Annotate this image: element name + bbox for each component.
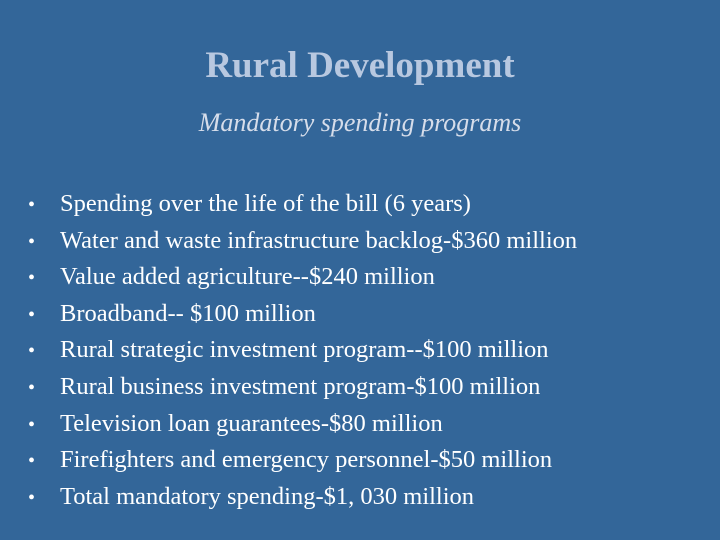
- bullet-item: [28, 336, 708, 373]
- bullet-icon: •: [28, 230, 36, 253]
- bullet-text: Television loan guarantees-$80 million: [60, 409, 443, 437]
- bullet-icon: •: [28, 340, 36, 363]
- bullet-icon: •: [28, 376, 36, 399]
- slide-title: Rural Development: [205, 45, 515, 86]
- bullet-list: [28, 190, 708, 519]
- bullet-icon: •: [28, 486, 36, 509]
- bullet-item: [28, 300, 708, 337]
- bullet-text: Firefighters and emergency personnel-$50 million: [60, 446, 553, 474]
- bullet-item: [28, 190, 708, 227]
- bullet-icon: •: [28, 450, 36, 473]
- bullet-text: Value added agriculture--$240 million: [60, 263, 435, 291]
- bullet-text: Spending over the life of the bill (6 years): [60, 190, 471, 217]
- bullet-text: Rural business investment program-$100 million: [60, 372, 541, 400]
- bullet-icon: •: [28, 194, 36, 216]
- bullet-item: [28, 483, 708, 520]
- bullet-text: Broadband-- $100 million: [60, 299, 316, 327]
- bullet-item: [28, 373, 708, 410]
- bullet-item: [28, 446, 708, 483]
- bullet-text: Total mandatory spending-$1, 030 million: [60, 482, 475, 510]
- bullet-text: Rural strategic investment program--$100 million: [60, 336, 549, 364]
- bullet-icon: •: [28, 303, 36, 326]
- bullet-item: [28, 227, 708, 264]
- bullet-item: [28, 263, 708, 300]
- bullet-item: [28, 410, 708, 447]
- bullet-icon: •: [28, 267, 36, 290]
- bullet-icon: •: [28, 413, 36, 436]
- bullet-text: Water and waste infrastructure backlog-$360 million: [60, 226, 578, 254]
- slide-subtitle: Mandatory spending programs: [198, 108, 522, 137]
